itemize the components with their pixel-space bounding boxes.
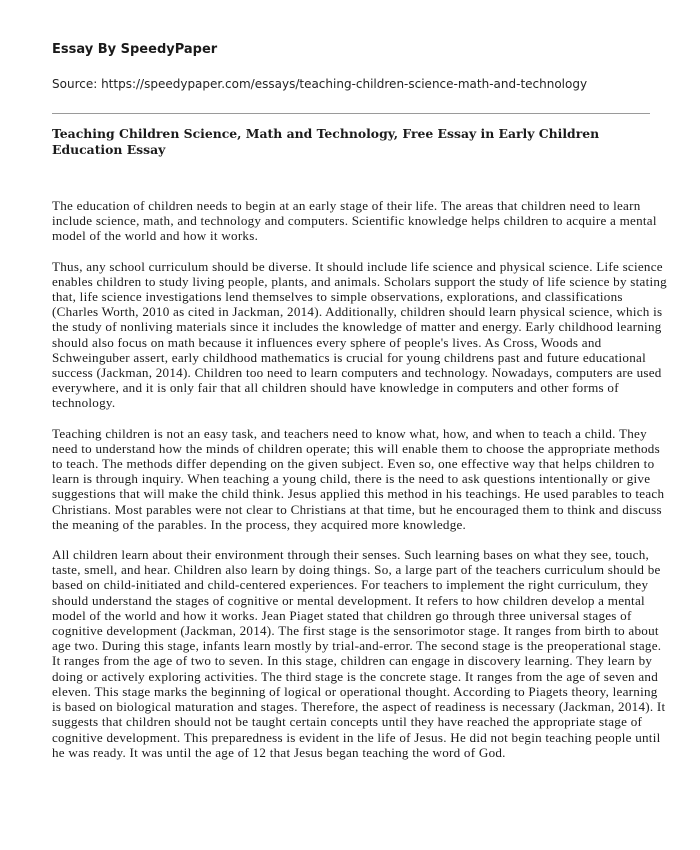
essay-paragraph: Teaching children is not an easy task, and teachers need to know what, how, and when to teach a child. They need to understand how the minds of children operate; this will enable them to choose the appropriate methods to teach. The methods differ depending on the given subject. Even so, one effective way that helps children to learn is through inquiry. When teaching a young child, there is the need to ask questions intentionally or give suggestions that will make the child think. Jesus applied this method in his teachings. He used parables to teach Christians. Most parables were not clear to Christians at that time, but he encouraged them to think and discuss the meaning of the parables. In the process, they acquired more knowledge.	[52, 425, 665, 532]
essay-paragraph: All children learn about their environment through their senses. Such learning bases on what they see, touch, taste, smell, and hear. Children also learn by doing things. So, a large part of the teachers curriculum should be based on child-initiated and child-centered experiences. For teachers to implement the right curriculum, they should understand the stages of cognitive or mental development. It refers to how children develop a mental model of the world and how it works. Jean Piaget stated that children go through three universal stages of cognitive development (Jackman, 2014). The first stage is the sensorimotor stage. It ranges from birth to about age two. During this stage, infants learn mostly by trial-and-error. The second stage is the preoperational stage. It ranges from the age of two to seven. In this stage, children can engage in discovery learning. They learn by doing or actively exploring activities. The third stage is the concrete stage. It ranges from the age of seven and eleven. This stage marks the beginning of logical or operational thought. According to Piagets theory, learning is based on biological maturation and stages. Therefore, the aspect of readiness is necessary (Jackman, 2014). It suggests that children should not be taught certain concepts until they have reached the appropriate stage of cognitive development. This preparedness is evident in the life of Jesus. He did not begin teaching people until he was ready. It was until the age of 12 that Jesus began teaching the word of God.	[52, 547, 666, 760]
essay-body	[52, 198, 670, 760]
essay-paragraph: The education of children needs to begin at an early stage of their life. The areas that children need to learn include science, math, and technology and computers. Scientific knowledge helps children to acquire a mental model of the world and how it works.	[52, 198, 657, 244]
essay-title: Teaching Children Science, Math and Technology, Free Essay in Early Children Education Essay	[52, 126, 600, 157]
header-divider	[52, 113, 650, 114]
source-line: Source: https://speedypaper.com/essays/teaching-children-science-math-and-technology	[52, 77, 588, 91]
essay-paragraph: Thus, any school curriculum should be diverse. It should include life science and physical science. Life science enables children to study living people, plants, and animals. Scholars support the study of life science by stating that, life science investigations lend themselves to simple observations, explorations, and classifications (Charles Worth, 2010 as cited in Jackman, 2014). Additionally, children should learn physical science, which is the study of nonliving materials since it includes the knowledge of matter and energy. Early childhood learning should also focus on math because it influences every sphere of people's lives. As Cross, Woods and Schweinguber assert, early childhood mathematics is crucial for young childrens past and future educational success (Jackman, 2014). Children too need to learn computers and technology. Nowadays, computers are used everywhere, and it is only fair that all children should have knowledge in computers and other forms of technology.	[52, 258, 667, 411]
brand-header: Essay By SpeedyPaper	[52, 42, 218, 57]
